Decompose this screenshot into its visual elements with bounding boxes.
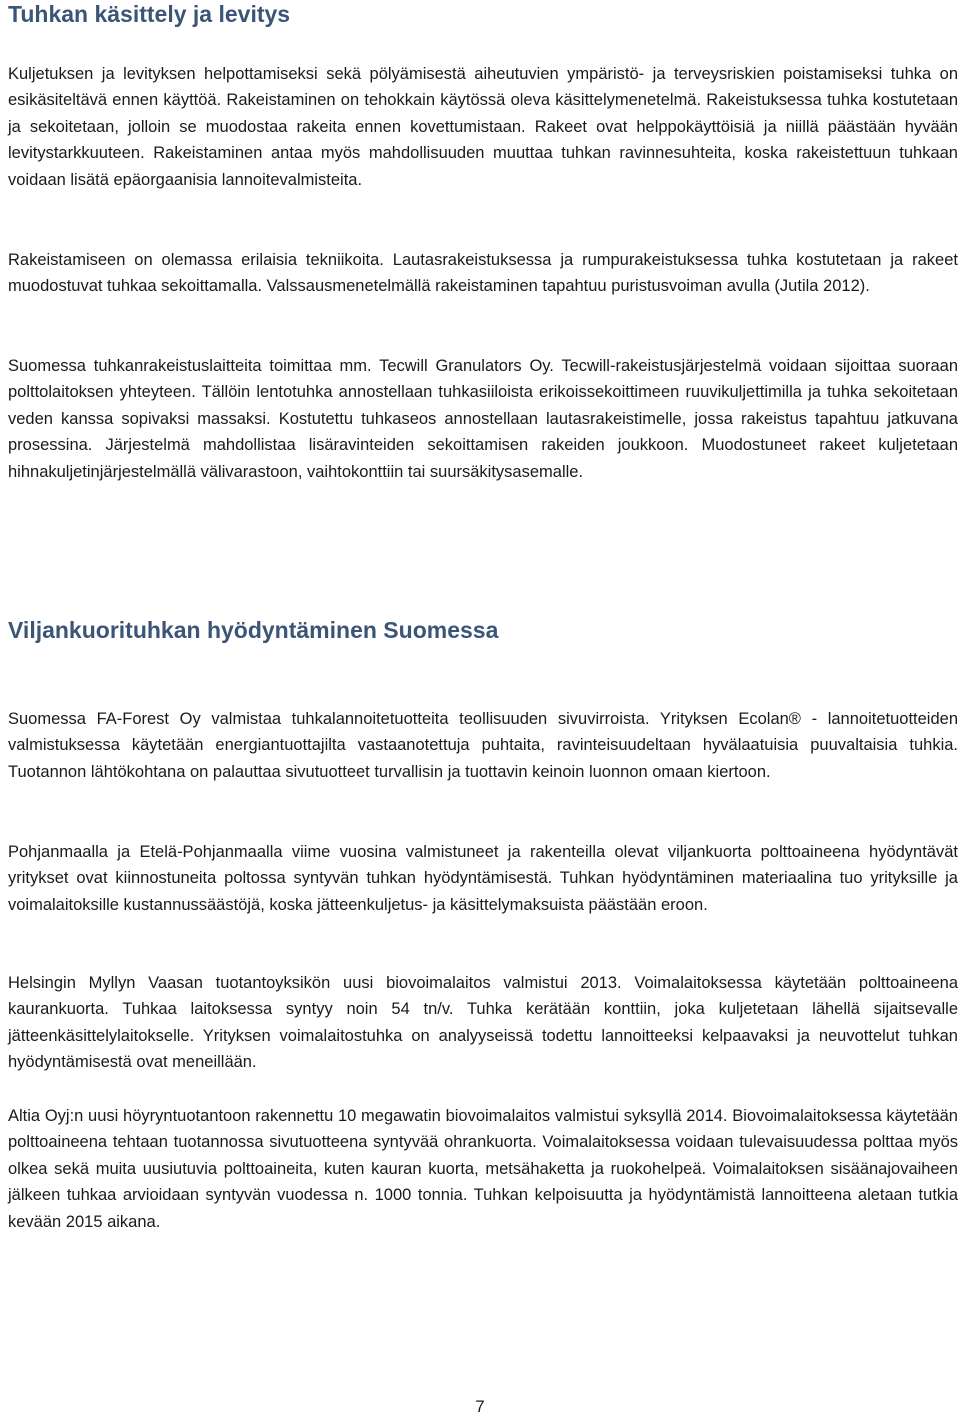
paragraph-altia: Altia Oyj:n uusi höyryntuotantoon rakennettu 10 megawatin biovoimalaitos valmistui syksyllä 2014. Biovoimalaitoksessa käytetään polttoaineena tehtaan tuotannossa sivutuotteena syntyvää ohrankuorta. Voimalaitoksessa voidaan tulevaisuudessa polttaa myös olkea sekä muita uusiutuvia polttoaineita, kuten kauran kuorta, metsähaketta ja ruokohelpeä. Voimalaitoksen sisäänajovaiheen jälkeen tuhkaa arvioidaan syntyvän vuodessa n. 1000 tonnia. Tuhkan kelpoisuutta ja hyödyntämistä lannoitteena aletaan tutkia kevään 2015 aikana. (8, 1107, 958, 1231)
section-heading-grain-husk-ash: Viljankuorituhkan hyödyntäminen Suomessa (8, 617, 499, 643)
paragraph-fa-forest: Suomessa FA-Forest Oy valmistaa tuhkalannoitetuotteita teollisuuden sivuvirroista. Yrityksen Ecolan® - lannoitetuotteiden valmistuksessa käytetään energiantuottajilta vastaanotettuja puhtaita, ravinteisuudeltaan hyvälaatuisia puuvaltaisia tuhkia. Tuotannon lähtökohtana on palauttaa sivutuotteet turvallisin ja tuottavin keinoin luonnon omaan kiertoon. (8, 710, 958, 781)
paragraph-helsingin-mylly: Helsingin Myllyn Vaasan tuotantoyksikön uusi biovoimalaitos valmistui 2013. Voimalaitoksessa käytetään polttoaineena kaurankuorta. Tuhkaa laitoksessa syntyy noin 54 tn/v. Tuhka kerätään konttiin, joka kuljetetaan lähellä sijaitsevalle jätteenkäsittelylaitokselle. Yrityksen voimalaitostuhka on analyyseissä todettu lannoitteeksi kelpaavaksi ja neuvottelut tuhkan hyödyntämisestä ovat meneillään. (8, 974, 958, 1072)
paragraph-ostrobothnia: Pohjanmaalla ja Etelä-Pohjanmaalla viime vuosina valmistuneet ja rakenteilla olevat viljankuorta polttoaineena hyödyntävät yritykset ovat kiinnostuneita poltossa syntyvän tuhkan hyödyntämisestä. Tuhkan hyödyntäminen materiaalina tuo yrityksille ja voimalaitoksille kustannussäästöjä, koska jätteenkuljetus- ja käsittelymaksuista päästään eroon. (8, 843, 958, 914)
paragraph-tecwill-granulators: Suomessa tuhkanrakeistuslaitteita toimittaa mm. Tecwill Granulators Oy. Tecwill-rakeistusjärjestelmä voidaan sijoittaa suoraan polttolaitoksen yhteyteen. Tällöin lentotuhka annostellaan tuhkasiiloista erikoissekoittimeen ruuvikuljettimilla ja tuhka sekoitetaan veden kanssa sopivaksi massaksi. Kostutettu tuhkaseos annostellaan lautasrakeistimelle, jossa rakeistus tapahtuu jatkuvana prosessina. Järjestelmä mahdollistaa lisäravinteiden sekoittamisen rakeiden joukkoon. Muodostuneet rakeet kuljetetaan hihnakuljetinjärjestelmällä välivarastoon, vaihtokonttiin tai suursäkitysasemalle. (8, 357, 958, 481)
section-heading-ash-handling: Tuhkan käsittely ja levitys (8, 1, 291, 27)
page-number: 7 (475, 1397, 485, 1416)
paragraph-granulation-intro: Kuljetuksen ja levityksen helpottamiseksi sekä pölyämisestä aiheutuvien ympäristö- ja terveysriskien poistamiseksi tuhka on esikäsiteltävä ennen käyttöä. Rakeistaminen on tehokkain käytössä oleva käsittelymenetelmä. Rakeistuksessa tuhka kostutetaan ja sekoitetaan, jolloin se muodostaa rakeita ennen kovettumistaan. Rakeet ovat helppokäyttöisiä ja niillä päästään hyvään levitystarkkuuteen. Rakeistaminen antaa myös mahdollisuuden muuttaa tuhkan ravinnesuhteita, koska rakeistettuun tuhkaan voidaan lisätä epäorgaanisia lannoitevalmisteita. (8, 65, 958, 189)
paragraph-granulation-techniques: Rakeistamiseen on olemassa erilaisia tekniikoita. Lautasrakeistuksessa ja rumpurakeistuksessa tuhka kostutetaan ja rakeet muodostuvat tuhkaa sekoittamalla. Valssausmenetelmällä rakeistaminen tapahtuu puristusvoiman avulla (Jutila 2012). (8, 251, 958, 296)
